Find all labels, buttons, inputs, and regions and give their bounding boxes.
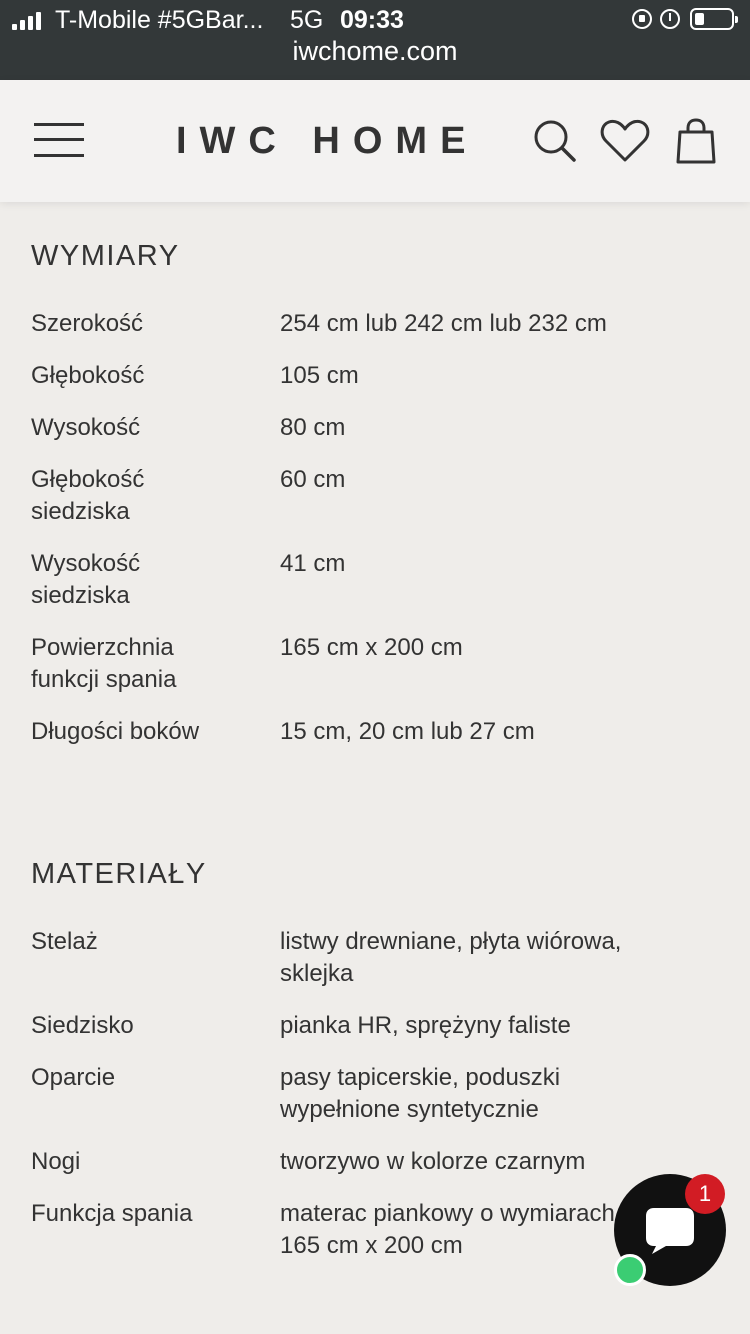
spec-label: Głębokość bbox=[31, 362, 145, 389]
wishlist-button[interactable] bbox=[600, 118, 650, 164]
site-logo[interactable]: IWC HOME bbox=[176, 120, 479, 162]
address-url[interactable]: iwchome.com bbox=[292, 36, 458, 66]
spec-value: 254 cm lub 242 cm lub 232 cm bbox=[280, 310, 607, 337]
spec-value: 15 cm, 20 cm lub 27 cm bbox=[280, 718, 535, 745]
chat-notification-badge: 1 bbox=[685, 1174, 725, 1214]
section-title-materials: MATERIAŁY bbox=[31, 858, 207, 890]
hamburger-line bbox=[34, 123, 84, 126]
search-button[interactable] bbox=[532, 118, 578, 164]
spec-label: Nogi bbox=[31, 1148, 81, 1175]
spec-value: 165 cm x 200 cm bbox=[280, 634, 463, 661]
menu-button[interactable] bbox=[34, 122, 84, 158]
spec-label: Długości boków bbox=[31, 718, 200, 745]
spec-label: Oparcie bbox=[31, 1064, 116, 1091]
hamburger-line bbox=[34, 154, 84, 157]
spec-value: 80 cm bbox=[280, 414, 346, 441]
spec-value: 41 cm bbox=[280, 550, 346, 577]
shopping-bag-icon bbox=[676, 118, 716, 164]
spec-label: Funkcja spania bbox=[31, 1200, 193, 1227]
spec-value: pasy tapicerskie, poduszki wypełnione syntetycznie bbox=[280, 1064, 561, 1123]
spec-value: listwy drewniane, płyta wiórowa, sklejka bbox=[280, 928, 622, 987]
alarm-icon bbox=[660, 9, 680, 29]
spec-value: tworzywo w kolorze czarnym bbox=[280, 1148, 586, 1175]
status-bar bbox=[0, 0, 750, 80]
network-type: 5G bbox=[290, 6, 324, 34]
search-icon bbox=[532, 118, 578, 164]
site-header bbox=[0, 80, 750, 202]
orientation-lock-icon bbox=[632, 9, 652, 29]
spec-label: Wysokość bbox=[31, 414, 141, 441]
spec-value: materac piankowy o wymiarach 165 cm x 200 cm bbox=[280, 1200, 615, 1259]
online-status-indicator bbox=[614, 1254, 646, 1286]
spec-label: Powierzchnia funkcji spania bbox=[31, 634, 177, 693]
spec-label: Głębokość siedziska bbox=[31, 466, 145, 525]
battery-icon bbox=[690, 8, 734, 30]
hamburger-line bbox=[34, 138, 84, 141]
spec-value: 105 cm bbox=[280, 362, 359, 389]
signal-icon bbox=[12, 12, 41, 30]
spec-value: 60 cm bbox=[280, 466, 346, 493]
carrier-name: T-Mobile #5GBar... bbox=[55, 6, 264, 34]
cart-button[interactable] bbox=[676, 118, 716, 164]
spec-label: Stelaż bbox=[31, 928, 98, 955]
clock: 09:33 bbox=[340, 6, 404, 34]
spec-label: Szerokość bbox=[31, 310, 144, 337]
heart-icon bbox=[600, 118, 650, 164]
spec-label: Siedzisko bbox=[31, 1012, 134, 1039]
spec-label: Wysokość siedziska bbox=[31, 550, 141, 609]
spec-value: pianka HR, sprężyny faliste bbox=[280, 1012, 571, 1039]
section-title-dimensions: WYMIARY bbox=[31, 240, 180, 272]
